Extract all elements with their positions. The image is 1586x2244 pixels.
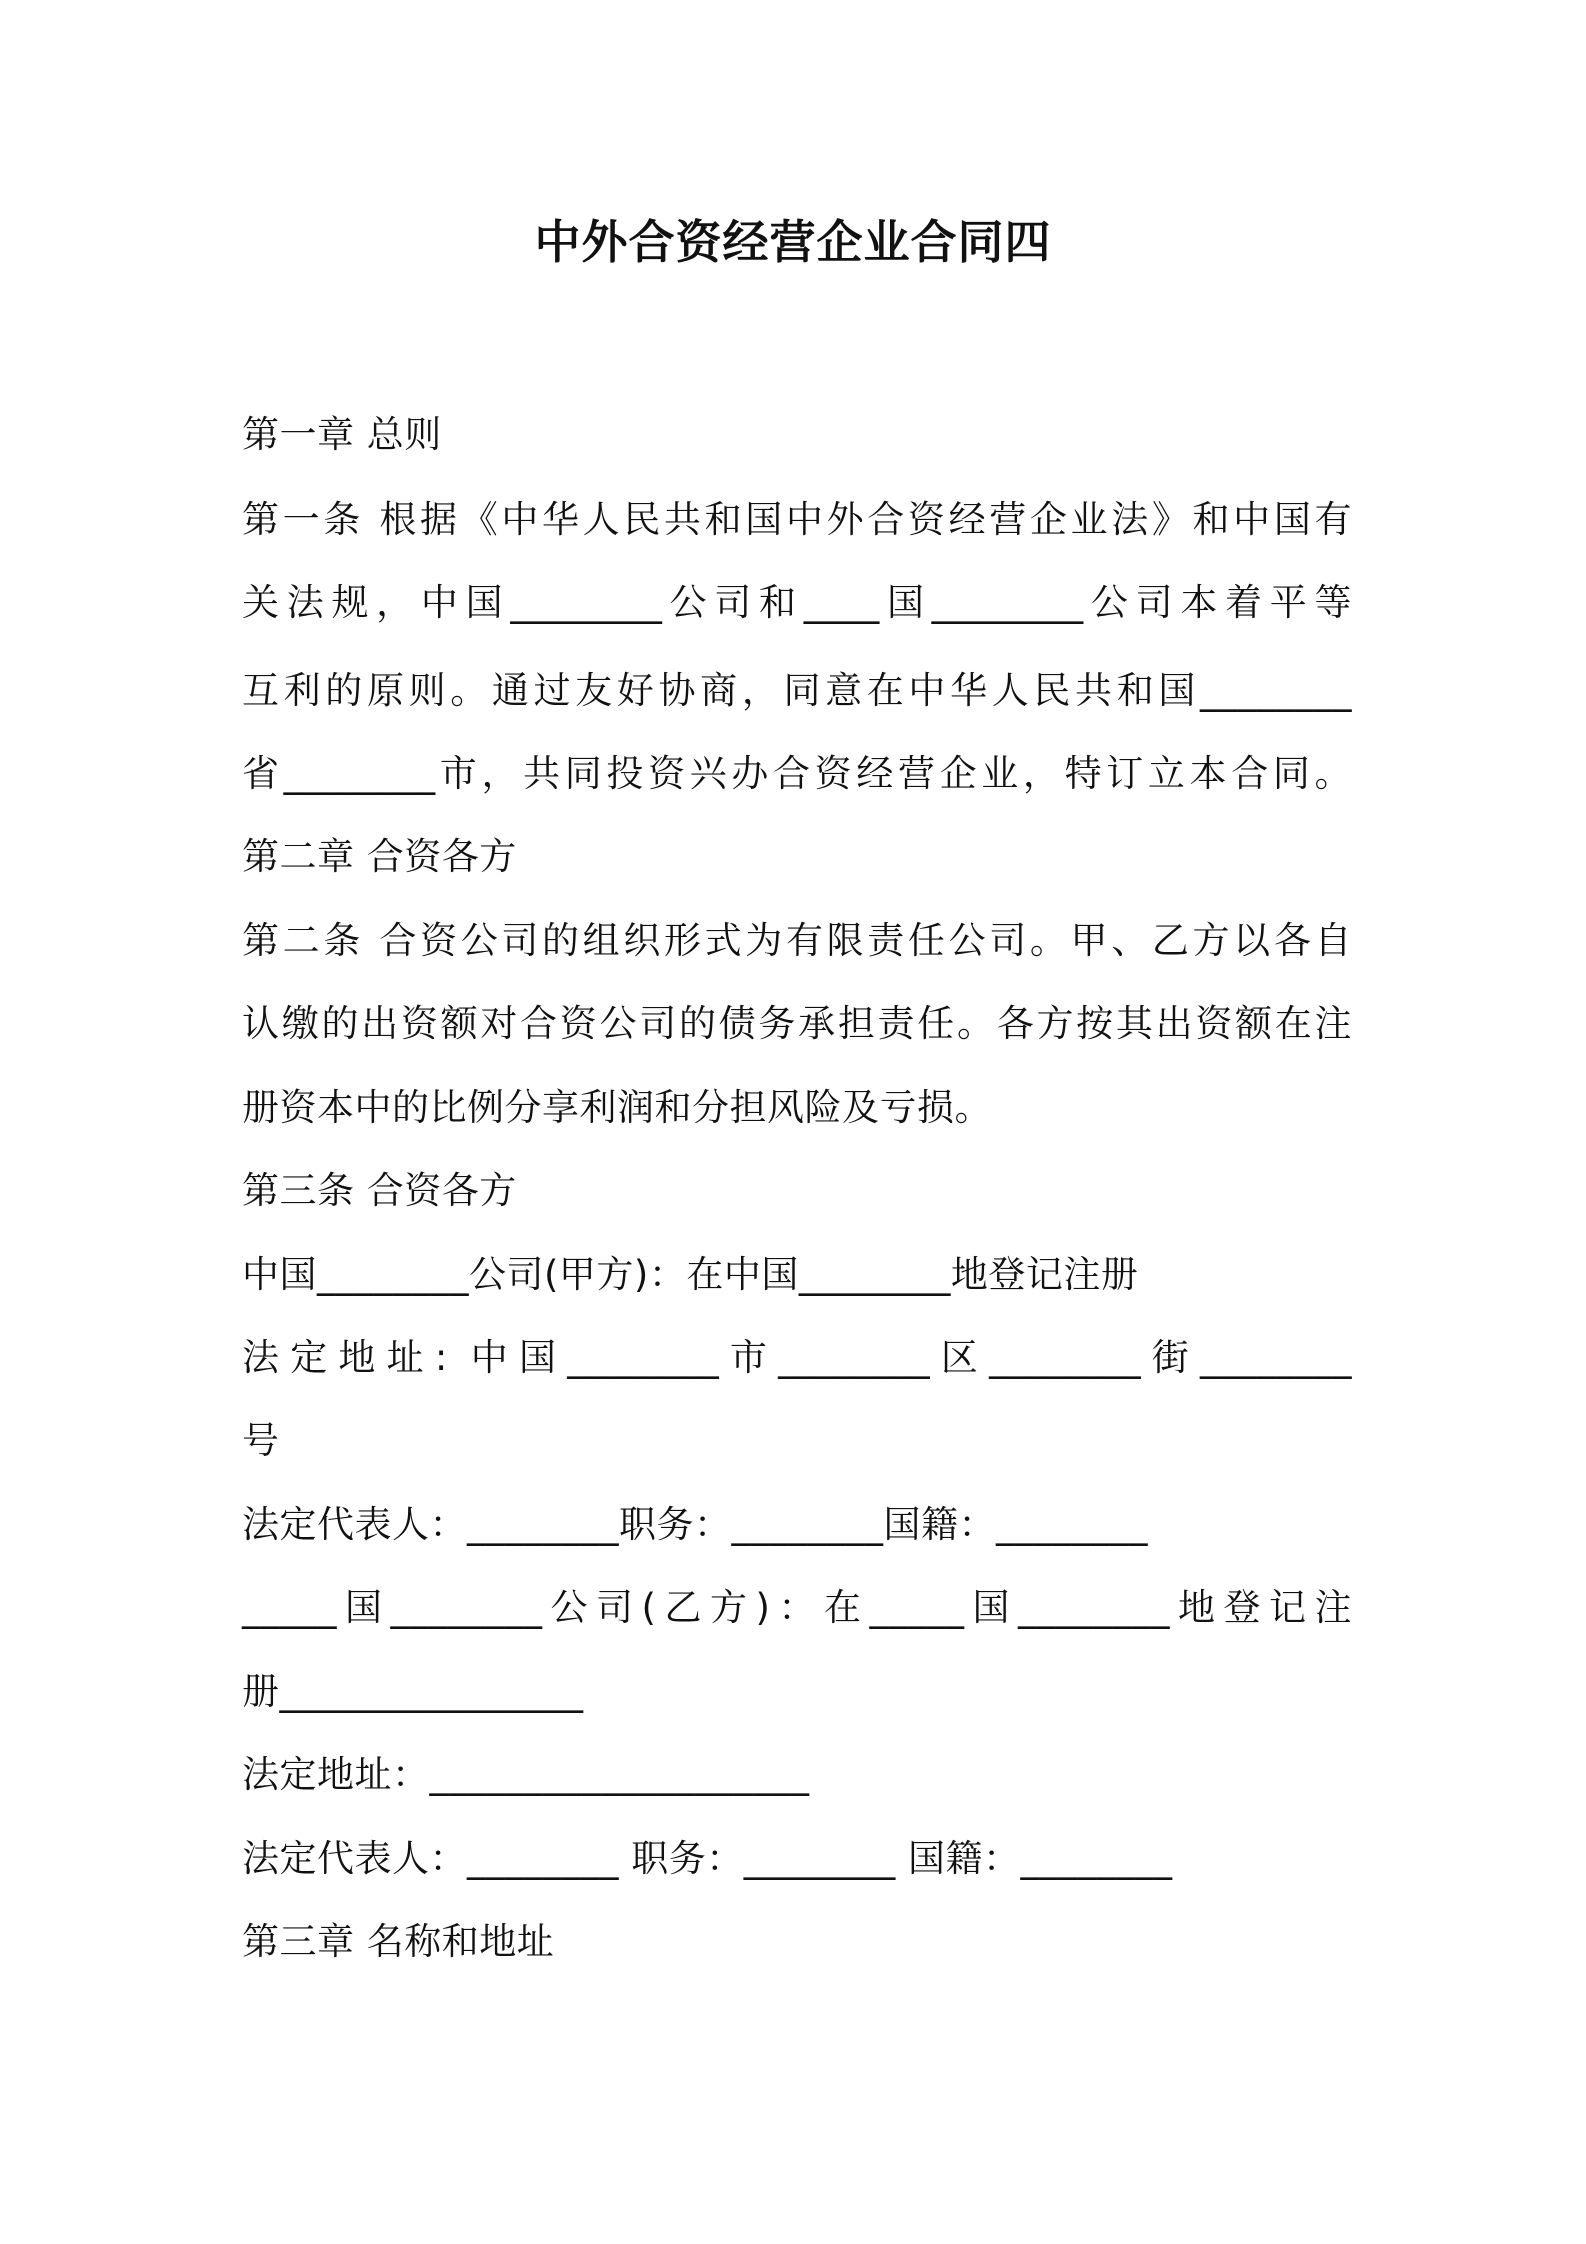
representative-line: 法定代表人：________职务：________国籍：________	[242, 1503, 1148, 1546]
address-line: 法定地址: 中国________市________区________街________	[242, 1336, 1352, 1379]
chapter-heading: 第二章 合资各方	[242, 835, 517, 878]
paragraph-line: 互利的原则。通过友好协商，同意在中华人民共和国________	[242, 669, 1352, 712]
paragraph-line: 册资本中的比例分享利润和分担风险及亏损。	[242, 1086, 992, 1129]
chapter-heading: 第一章 总则	[242, 413, 442, 456]
paragraph-line: 关法规，中国________公司和____国________公司本着平等	[242, 581, 1352, 624]
representative-line: 法定代表人：________ 职务：________ 国籍：________	[242, 1837, 1173, 1880]
paragraph-line: 第二条 合资公司的组织形式为有限责任公司。甲、乙方以各自	[242, 919, 1352, 962]
paragraph-line: 省________市，共同投资兴办合资经营企业，特订立本合同。	[242, 752, 1352, 795]
party-b-line: _____国________公司(乙方)：在_____国________地登记注	[242, 1586, 1352, 1629]
paragraph-line: 认缴的出资额对合资公司的债务承担责任。各方按其出资额在注	[242, 1002, 1352, 1045]
paragraph-line: 第一条 根据《中华人民共和国中外合资经营企业法》和中国有	[242, 498, 1352, 541]
chapter-heading: 第三章 名称和地址	[242, 1920, 555, 1963]
party-b-line-continued: 册________________	[242, 1670, 584, 1713]
address-line: 法定地址：____________________	[242, 1753, 810, 1796]
document-title: 中外合资经营企业合同四	[534, 215, 1052, 269]
party-a-line: 中国________公司(甲方)：在中国________地登记注册	[242, 1253, 1139, 1296]
article-heading: 第三条 合资各方	[242, 1169, 517, 1212]
address-line-continued: 号	[242, 1419, 280, 1462]
